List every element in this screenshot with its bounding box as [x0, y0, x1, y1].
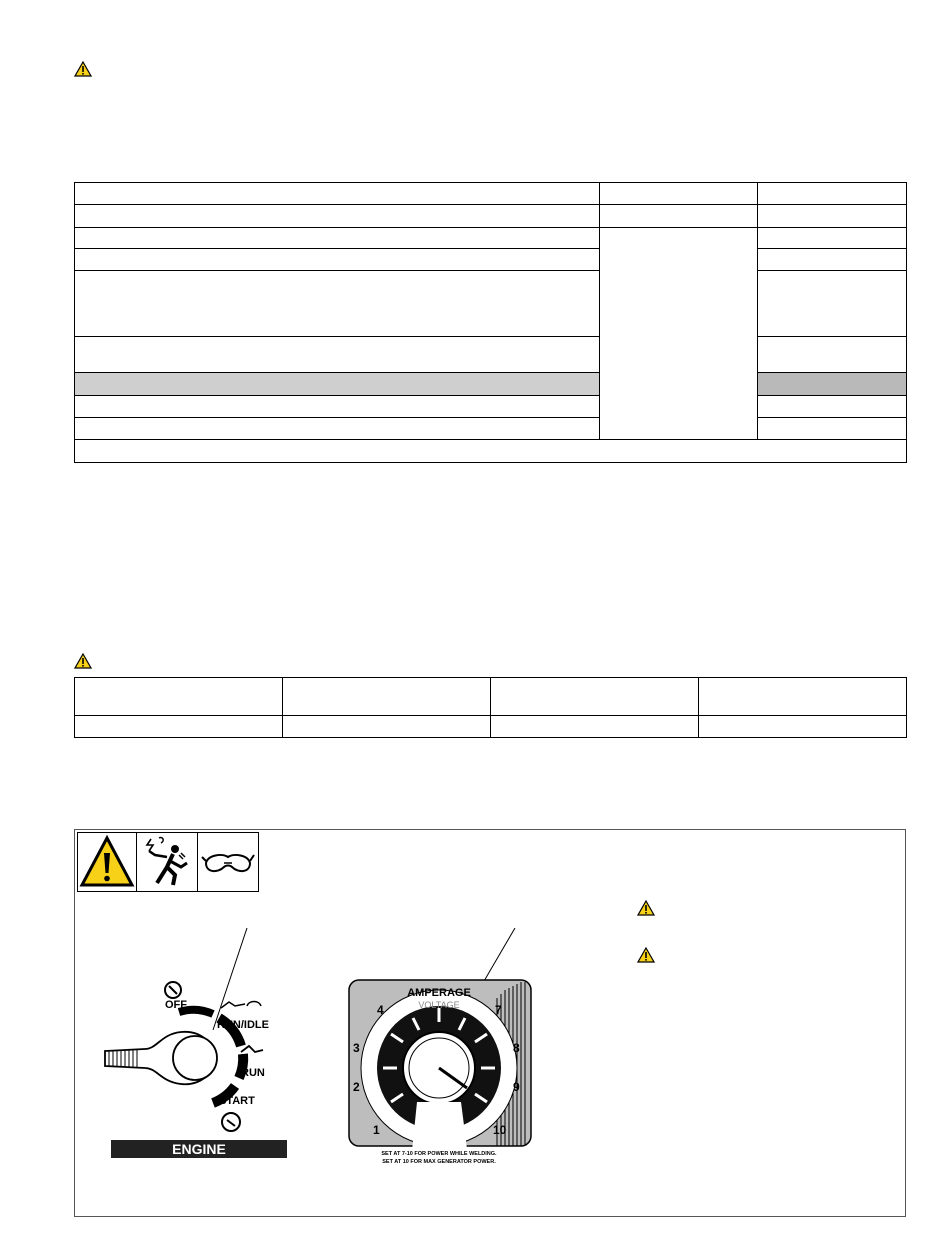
table-row [75, 396, 907, 418]
table-row [75, 418, 907, 440]
dial-number: 3 [353, 1041, 360, 1055]
table-cell [758, 418, 907, 440]
table-cell [758, 271, 907, 337]
switch-label-start: START [219, 1095, 255, 1107]
warning-triangle-icon [74, 61, 92, 77]
table-cell [75, 716, 283, 738]
table-cell [75, 440, 907, 463]
table-row [75, 183, 907, 205]
engine-label: ENGINE [172, 1141, 226, 1157]
dial-number: 2 [353, 1080, 360, 1094]
table-cell [758, 337, 907, 373]
table-cell [758, 205, 907, 228]
dial-number: 7 [495, 1003, 502, 1017]
warning-triangle-icon [74, 653, 92, 669]
table-cell [758, 396, 907, 418]
dial-number: 1 [373, 1123, 380, 1137]
dial-note-2: SET AT 10 FOR MAX GENERATOR POWER. [382, 1159, 496, 1165]
table-cell-merged [600, 228, 758, 440]
dial-number: 9 [513, 1080, 520, 1094]
table-row [75, 205, 907, 228]
table-row [75, 228, 907, 249]
table-cell [75, 678, 283, 716]
switch-label-run: RUN [241, 1067, 265, 1079]
safety-goggles-icon [198, 833, 258, 891]
table-cell [490, 716, 699, 738]
amperage-dial-diagram [347, 928, 537, 1180]
table-cell [758, 249, 907, 271]
table-cell [758, 228, 907, 249]
warning-triangle-icon [637, 947, 655, 963]
electric-shock-icon [137, 833, 198, 891]
table-cell [600, 183, 758, 205]
engine-switch-diagram [95, 928, 295, 1168]
switch-label-run-idle: RUN/IDLE [217, 1019, 269, 1031]
table-cell [758, 373, 907, 396]
table-row [75, 716, 907, 738]
dial-subtitle: VOLTAGE [418, 1000, 460, 1010]
table-cell [75, 337, 600, 373]
dial-number: 10 [493, 1123, 507, 1137]
dial-note-1: SET AT 7-10 FOR POWER WHILE WELDING. [381, 1151, 497, 1157]
warning-triangle-icon [78, 833, 137, 891]
table-cell [699, 678, 907, 716]
table-cell [75, 205, 600, 228]
table-cell [75, 228, 600, 249]
table-cell [282, 678, 490, 716]
table-cell [75, 183, 600, 205]
table-cell [600, 205, 758, 228]
safety-icon-strip [77, 832, 259, 892]
table-row [75, 440, 907, 463]
controls-illustration-panel [74, 829, 906, 1217]
table-cell [758, 183, 907, 205]
table-cell [75, 271, 600, 337]
spec-table [74, 182, 907, 463]
table-cell [282, 716, 490, 738]
table-row [75, 678, 907, 716]
table-row [75, 337, 907, 373]
warning-triangle-icon [637, 900, 655, 916]
table-cell [75, 373, 600, 396]
table-row-shaded [75, 373, 907, 396]
table-cell [699, 716, 907, 738]
dial-title: AMPERAGE [407, 987, 471, 999]
switch-label-off: OFF [165, 999, 187, 1011]
table-cell [490, 678, 699, 716]
table-row [75, 249, 907, 271]
table-cell [75, 396, 600, 418]
table-row [75, 271, 907, 337]
dial-number: 8 [513, 1041, 520, 1055]
dial-number: 4 [377, 1003, 384, 1017]
small-table [74, 677, 907, 738]
table-cell [75, 418, 600, 440]
table-cell [75, 249, 600, 271]
